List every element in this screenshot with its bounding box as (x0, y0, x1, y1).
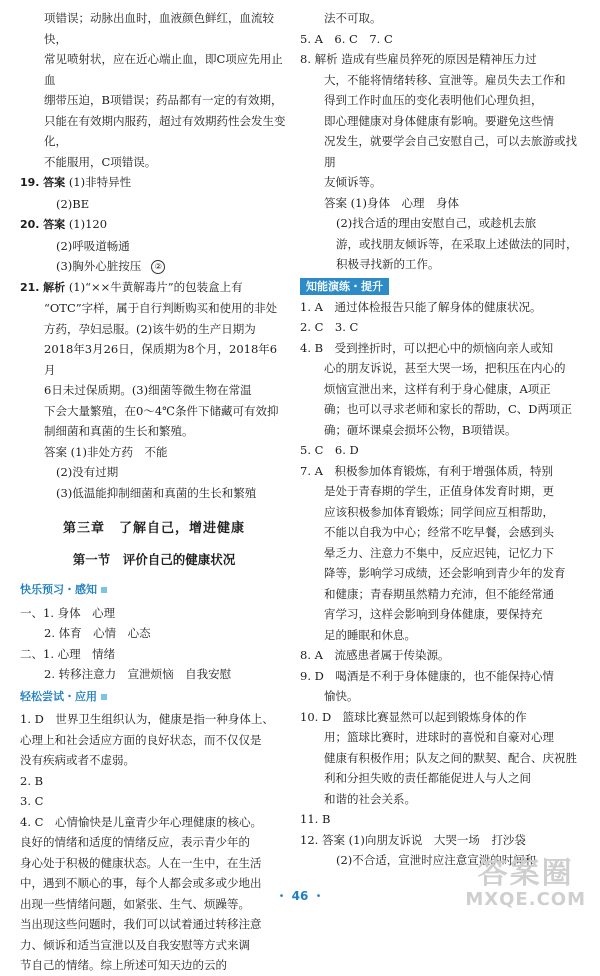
text-line: C 心情愉快是儿童青少年心理健康的核心。 (34, 814, 262, 829)
text-line: A 通过体检报告只能了解身体的健康状况。 (314, 299, 542, 314)
question-9 (300, 666, 582, 687)
text-line: 确；砸坏课桌会损坏公物，B项错误。 (324, 422, 517, 437)
text-line: 健康有积极作用；队友之间的默契、配合、庆祝胜 (324, 750, 577, 765)
answer-text: 1. 身体 心理 (43, 605, 116, 620)
text-line: 中，遇到不顺心的事，每个人都会或多或少地出 (20, 876, 262, 890)
answer-line (300, 193, 582, 214)
section-title: 第一节 评价自己的健康状况 (72, 551, 236, 567)
text-line: 不能以自我为中心；经常不吃早餐，会感到头 (324, 525, 554, 539)
text-line: 确；也可以寻求老师和家长的帮助，C、D两项正 (324, 402, 573, 416)
section-banner: 快乐预习・感知 (20, 580, 107, 601)
text-line: (2)找合适的理由安慰自己，或趁机去旅 (336, 216, 537, 230)
text-line: 方药，孕妇忌服。(2)该牛奶的生产日期为 (44, 321, 256, 336)
explanation-body (300, 727, 582, 809)
question-8 (300, 49, 582, 70)
watermark-logo (465, 858, 586, 910)
text-line: 况发生，就要学会自己安慰自己，可以去旅游或找朋 (324, 134, 577, 169)
question-12 (300, 830, 582, 851)
text-line: 造成有些雇员猝死的原因是精神压力过 (341, 52, 537, 66)
part-one (20, 603, 288, 624)
text-line: 节自己的情绪。综上所述可知天边的云的 (20, 958, 227, 972)
part-label: 一、 (20, 605, 43, 620)
explanation-body (300, 481, 582, 645)
answer-tag: 答案 (324, 195, 347, 210)
answer-tag: 答案 (44, 444, 67, 459)
continued-explanation (20, 8, 288, 172)
answer-text: (2)没有过期 (56, 465, 119, 479)
question-21 (20, 277, 288, 299)
answer-tag: 答案 (43, 176, 66, 189)
chapter-title: 第三章 了解自己，增进健康 (62, 521, 245, 536)
text-line: 游，或找朋友倾诉等，在采取上述做法的同时， (336, 236, 578, 251)
text-line: 晕乏力、注意力不集中，反应迟钝，记忆力下 (324, 545, 554, 560)
text-line: 2018年3月26日，保质期为8个月，2018年6月 (44, 342, 278, 377)
text-line: 友倾诉等。 (324, 175, 382, 189)
text-line: A 流感患者属于传染源。 (314, 648, 450, 662)
text-line: “OTC”字样，属于自行判断购买和使用的非处 (44, 301, 278, 315)
answer-text: (3)胸外心脏按压 (56, 259, 142, 273)
watermark-url: MXQE.COM (465, 889, 586, 910)
section-banner: 轻松尝试・应用 (20, 687, 107, 708)
text-line: 降等，影响学习成绩，还会影响到青少年的发育 (324, 566, 566, 580)
text-line: 是处于青春期的学生，正值身体发育时期，更 (324, 484, 554, 498)
question-number: 12. (300, 832, 319, 847)
circled-number-icon: ② (151, 260, 165, 274)
text-line: 当出现这些问题时，我们可以试着通过转移注意 (20, 917, 262, 931)
question-number: 7. (300, 463, 311, 478)
text-line: 项错误；动脉出血时，血液颜色鲜红，血流较快， (44, 11, 274, 46)
text-line: 利和分担失败的责任都能促进人与人之间 (324, 771, 531, 785)
explanation-tag: 解析 (43, 280, 66, 294)
question-3 (20, 791, 288, 812)
text-line: B 受到挫折时，可以把心中的烦恼向亲人或知 (314, 340, 554, 355)
question-number: 8. (300, 52, 311, 66)
answer-text: 2. 体育 心情 心态 (44, 626, 151, 640)
text-line: 绷带压迫，B项错误；药品都有一定的有效期， (44, 93, 283, 107)
text-line: 愉快。 (324, 689, 359, 703)
text-line: 不能服用，C项错误。 (44, 154, 157, 169)
answer-text: (1)120 (68, 217, 108, 231)
question-19 (20, 172, 288, 194)
question-number: 4. (300, 340, 311, 355)
answer-text: B (321, 812, 331, 826)
question-number: 20. (20, 218, 40, 231)
answer-text: (3)低温能抑制细菌和真菌的生长和繁殖 (56, 485, 257, 500)
part-two (20, 644, 288, 665)
text-line: 法不可取。 (324, 11, 382, 25)
text-line: 制细菌和真菌的生长和繁殖。 (44, 424, 194, 438)
question-4 (300, 338, 582, 359)
answer-text: 2. 转移注意力 宣泄烦恼 自我安慰 (44, 667, 232, 681)
answer-tag: 答案 (321, 832, 345, 847)
text-line: 下会大量繁殖，在0～4℃条件下储藏可有效抑 (44, 403, 279, 418)
text-line: 6日未过保质期。(3)细菌等微生物在常温 (44, 383, 252, 397)
text-line: 大，不能将情绪转移、宣泄等。雇员失去工作和 (324, 72, 566, 87)
question-8b (300, 645, 582, 666)
question-number: 21. (20, 280, 40, 294)
answer-tag: 答案 (43, 218, 66, 231)
question-number: 3. (20, 794, 31, 808)
answers-2-3: 2. C 3. C (300, 320, 359, 334)
answers-5-6: 5. C 6. D (300, 443, 359, 457)
question-11 (300, 809, 582, 830)
answer-text: C (34, 794, 44, 808)
text-line: 宵学习，这样会影响到身体健康，要保持充 (324, 607, 543, 621)
answer-line (20, 256, 288, 277)
question-number: 9. (300, 668, 311, 683)
text-line: A 积极参加体育锻炼，有利于增强体质，特别 (314, 463, 553, 478)
answer-text: (1)非处方药 不能 (70, 444, 168, 459)
text-line: 用；篮球比赛时，进球时的喜悦和自豪对心理 (324, 730, 554, 744)
text-line: 积极寻找新的工作。 (336, 257, 440, 271)
text-line: 应该积极参加体育锻炼；同学间应互相帮助， (324, 504, 554, 519)
text-line: D 世界卫生组织认为，健康是指一种身体上、 (34, 712, 274, 726)
text-line: 心的朋友诉说，甚至大哭一场，把积压在内心的 (324, 361, 566, 375)
question-number: 11. (300, 812, 319, 826)
text-line: 即心理健康对身体健康有影响。要避免这些情 (324, 113, 554, 128)
question-4 (20, 812, 288, 833)
answers-5-7: 5. A 6. C 7. C (300, 31, 393, 46)
explanation-body (300, 358, 582, 440)
answer-text: (2)呼吸道畅通 (56, 238, 130, 253)
text-line: 出现一些情绪问题，如紧张、生气、烦躁等。 (20, 896, 250, 911)
question-2 (20, 771, 288, 792)
question-number: 10. (300, 709, 319, 724)
question-number: 4. (20, 814, 31, 829)
left-column (20, 8, 288, 976)
text-line: 烦恼宣泄出来，这样有利于身心健康，A项正 (324, 381, 551, 396)
answer-text: (1)向朋友诉说 大哭一场 打沙袋 (348, 832, 526, 847)
answer-text: B (34, 773, 44, 788)
question-number: 1. (20, 712, 31, 726)
explanation-body (300, 70, 582, 193)
text-line: 心理上和社会适应方面的良好状态，而不仅仅是 (20, 732, 262, 747)
answer-text: (1)非特异性 (68, 175, 132, 189)
answer-text: 1. 心理 情绪 (43, 646, 116, 661)
answer-line (20, 442, 288, 463)
text-line: 足的睡眠和休息。 (324, 627, 416, 642)
text-line: (1)“××牛黄解毒片”的包装盒上有 (68, 279, 243, 294)
answer-text: (1)身体 心理 身体 (350, 195, 459, 210)
question-10 (300, 707, 582, 728)
explanation-body (20, 298, 288, 442)
answer-text: (2)不合适，宣泄时应注意宣泄的时间和 (336, 853, 537, 867)
page-number: ・ 46 ・ (275, 889, 325, 903)
text-line: 良好的情绪和适度的情绪反应，表示青少年的 (20, 835, 250, 849)
right-column (300, 8, 582, 871)
answer-body (300, 213, 582, 275)
text-line: 只能在有效期内服药，超过有效期药性会发生变化， (44, 113, 286, 148)
question-number: 19. (20, 176, 40, 189)
text-line: 常见喷射状，应在近心端止血，即C项应先用止血 (44, 52, 283, 87)
question-1 (20, 709, 288, 730)
question-number: 2. (20, 773, 31, 788)
text-line: 力、倾诉和适当宣泄以及自我安慰等方式来调 (20, 937, 250, 952)
text-line: D 喝酒是不利于身体健康的，也不能保持心情 (314, 668, 554, 683)
text-line: 得到工作时血压的变化表明他们心理负担， (324, 93, 543, 107)
answer-text: (2)BE (56, 196, 90, 211)
section-banner: 知能演练・提升 (300, 278, 389, 295)
question-number: 8. (300, 648, 311, 662)
question-1 (300, 297, 582, 318)
question-number: 1. (300, 299, 311, 314)
text-line: 和健康；青春期虽然精力充沛，但不能经常通 (324, 586, 554, 601)
part-label: 二、 (20, 646, 43, 661)
text-line: D 篮球比赛显然可以起到锻炼身体的作 (321, 709, 527, 724)
text-line: 没有疾病或者不虚弱。 (20, 753, 135, 767)
text-line: 身心处于积极的健康状态。人在一生中，在生活 (20, 855, 262, 870)
text-line: 和谐的社会关系。 (324, 791, 416, 806)
explanation-tag: 解析 (314, 52, 338, 66)
watermark-text: 答案圈 (477, 856, 574, 891)
question-7 (300, 461, 582, 482)
question-20 (20, 214, 288, 236)
